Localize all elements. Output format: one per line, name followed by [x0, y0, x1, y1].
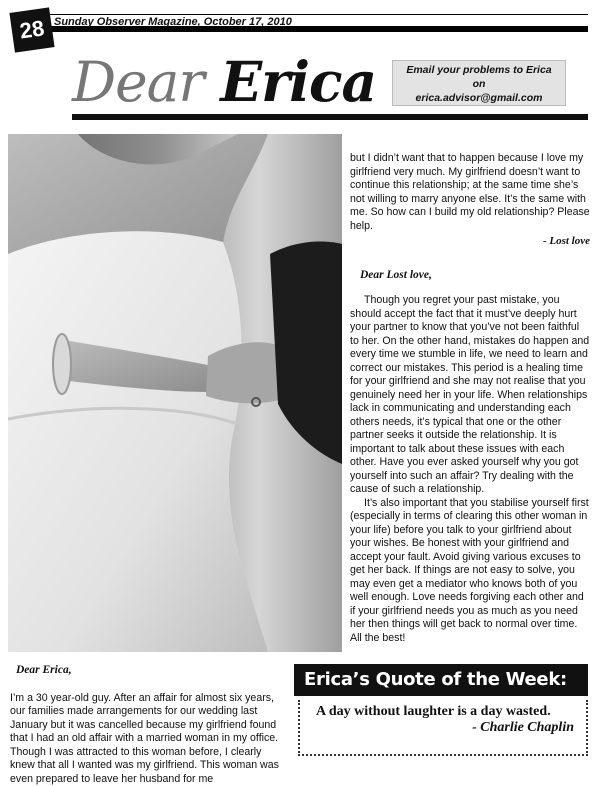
email-address[interactable]: erica.advisor@gmail.com [393, 91, 565, 105]
reply-salutation: Dear Lost love, [360, 269, 590, 283]
wedding-photo [8, 134, 342, 652]
letter-continuation: but I didn’t want that to happen because I love my girlfriend very much. My girlfriend doesn’t want to continue this relationship; at the same time she’s not willing to marry anyone else. It’s the same with me. So how can I build my old relationship? Please help. [350, 152, 590, 233]
masthead-rule [72, 114, 588, 120]
masthead-title [72, 52, 376, 112]
right-column [350, 152, 590, 645]
letter-opening: I’m a 30 year-old guy. After an affair for almost six years, our families made arrangements for our wedding last January but it was cancelled because my girlfriend found that I had an old affair with a married woman in my office. Though I was attracted to this woman before, I clearly knew that all I wanted was my girlfriend. This woman was even prepared to leave her husband for me [10, 692, 286, 786]
left-column [10, 664, 286, 786]
quote-box [298, 700, 588, 756]
quote-heading: Erica’s Quote of the Week: [294, 664, 588, 696]
masthead-word-dear: Dear [72, 50, 204, 114]
email-on: on [393, 77, 565, 91]
issue-line: Sunday Observer Magazine, October 17, 2010 [54, 16, 292, 28]
wedding-photo-illustration [8, 134, 342, 652]
quote-author: - Charlie Chaplin [472, 720, 574, 736]
email-instruction: Email your problems to Erica [393, 63, 565, 77]
letter-salutation: Dear Erica, [16, 664, 286, 678]
quote-text: A day without laughter is a day wasted. [316, 704, 551, 720]
masthead-word-erica: Erica [220, 49, 376, 114]
letter-signature: - Lost love [350, 235, 590, 249]
page-number: 28 [9, 7, 54, 52]
reply-paragraph-2: It’s also important that you stabilise yourself first (especially in terms of clearing this other woman in your life) before you talk to your girlfriend about your wishes. Be honest with your girlfriend and accept your fault. Avoid giving various excuses to get her back. If things are not easy to solve, you may even get a mediator who knows both of you well enough. Love needs forgiving each other and if your girlfriend needs you as much as you need her then things will get back to normal over time. All the best! [350, 497, 590, 646]
email-box [392, 60, 566, 106]
reply-paragraph-1: Though you regret your past mistake, you should accept the fact that it must’ve deeply hurt your partner to know that you’ve not been faithful to her. On the other hand, mistakes do happen and every time we stumble in life, we need to learn and correct our mistakes. This period is a healing time for your girlfriend and she may not realise that you genuinely need her in your life. When relationships lack in communicating and understanding each others needs, it’s typical that one or the other partner seeks it outside the relationship. It is important to talk about these issues with each other. Have you ever asked yourself why you got yourself into such an affair? Try dealing with the cause of such a relationship. [350, 294, 590, 497]
